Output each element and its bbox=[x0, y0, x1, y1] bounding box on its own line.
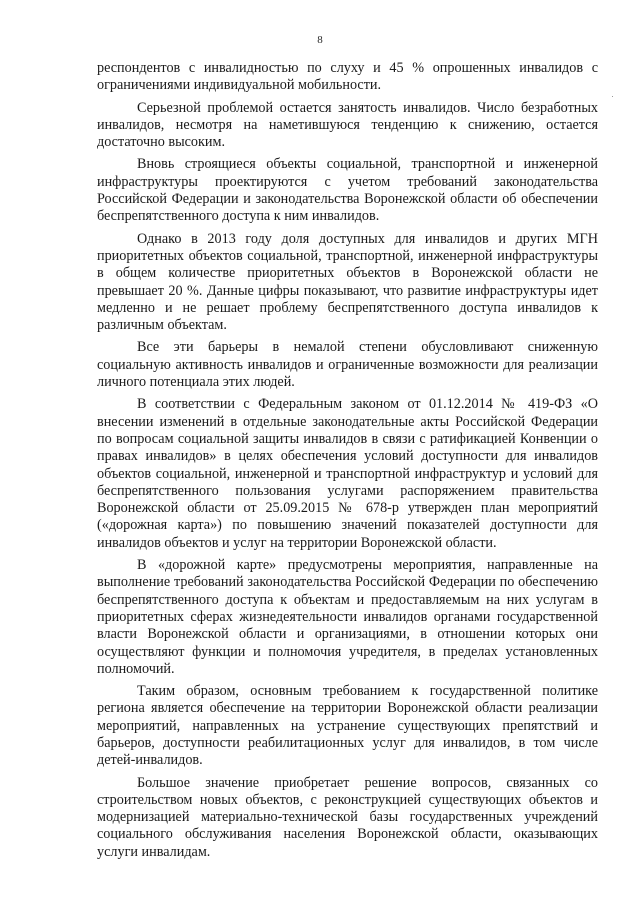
paragraph: Серьезной проблемой остается занятость инвалидов. Число безработных инвалидов, несмотря на наметившуюся тенденцию к снижению, остается достаточно высоким. bbox=[97, 99, 598, 151]
page-number: 8 bbox=[317, 34, 323, 46]
document-body bbox=[97, 60, 598, 866]
paragraph: Вновь строящиеся объекты социальной, транспортной и инженерной инфраструктуры проектируются с учетом требований законодательства Российской Федерации и законодательства Воронежской области об обеспечении беспрепятственного доступа к ним инвалидов. bbox=[97, 156, 598, 225]
paragraph: В соответствии с Федеральным законом от 01.12.2014 № 419-ФЗ «О внесении изменений в отдельные законодательные акты Российской Федерации по вопросам социальной защиты инвалидов в связи с ратификацией Конвенции о правах инвалидов» в целях обеспечения условий доступности для инвалидов объектов социальной, инженерной и транспортной инфраструктур и условий для беспрепятственного пользования услугами распоряжением правительства Воронежской области от 25.09.2015 № 678-р утвержден план мероприятий («дорожная карта») по повышению значений показателей доступности для инвалидов объектов и услуг на территории Воронежской области. bbox=[97, 396, 598, 551]
paragraph: Все эти барьеры в немалой степени обусловливают сниженную социальную активность инвалидов и ограниченные возможности для реализации личного потенциала этих людей. bbox=[97, 339, 598, 391]
paragraph: Однако в 2013 году доля доступных для инвалидов и других МГН приоритетных объектов социальной, транспортной, инженерной инфраструктуры в общем количестве приоритетных объектов в Воронежской области не превышает 20 %. Данные цифры показывают, что развитие инфраструктуры идет медленно и не решает проблему беспрепятственного доступа инвалидов к различным объектам. bbox=[97, 230, 598, 334]
paragraph: Большое значение приобретает решение вопросов, связанных со строительством новых объектов, с реконструкцией существующих объектов и модернизацией материально-технической базы государственных учреждений социального обслуживания населения Воронежской области, оказывающих услуги инвалидам. bbox=[97, 774, 598, 860]
paragraph: В «дорожной карте» предусмотрены мероприятия, направленные на выполнение требований законодательства Российской Федерации по обеспечению беспрепятственного доступа к объектам и предоставляемым на них услугам в приоритетных сферах жизнедеятельности инвалидов органами государственной власти Воронежской области и организациями, в отношении которых они осуществляют функции и полномочия учредителя, в пределах установленных полномочий. bbox=[97, 557, 598, 677]
paragraph: Таким образом, основным требованием к государственной политике региона является обеспечение на территории Воронежской области реализации мероприятий, направленных на устранение существующих препятствий и барьеров, доступности реабилитационных услуг для инвалидов, в том числе детей-инвалидов. bbox=[97, 683, 598, 769]
margin-mark bbox=[612, 96, 613, 97]
paragraph: респондентов с инвалидностью по слуху и 45 % опрошенных инвалидов с ограничениями индивидуальной мобильности. bbox=[97, 60, 598, 94]
